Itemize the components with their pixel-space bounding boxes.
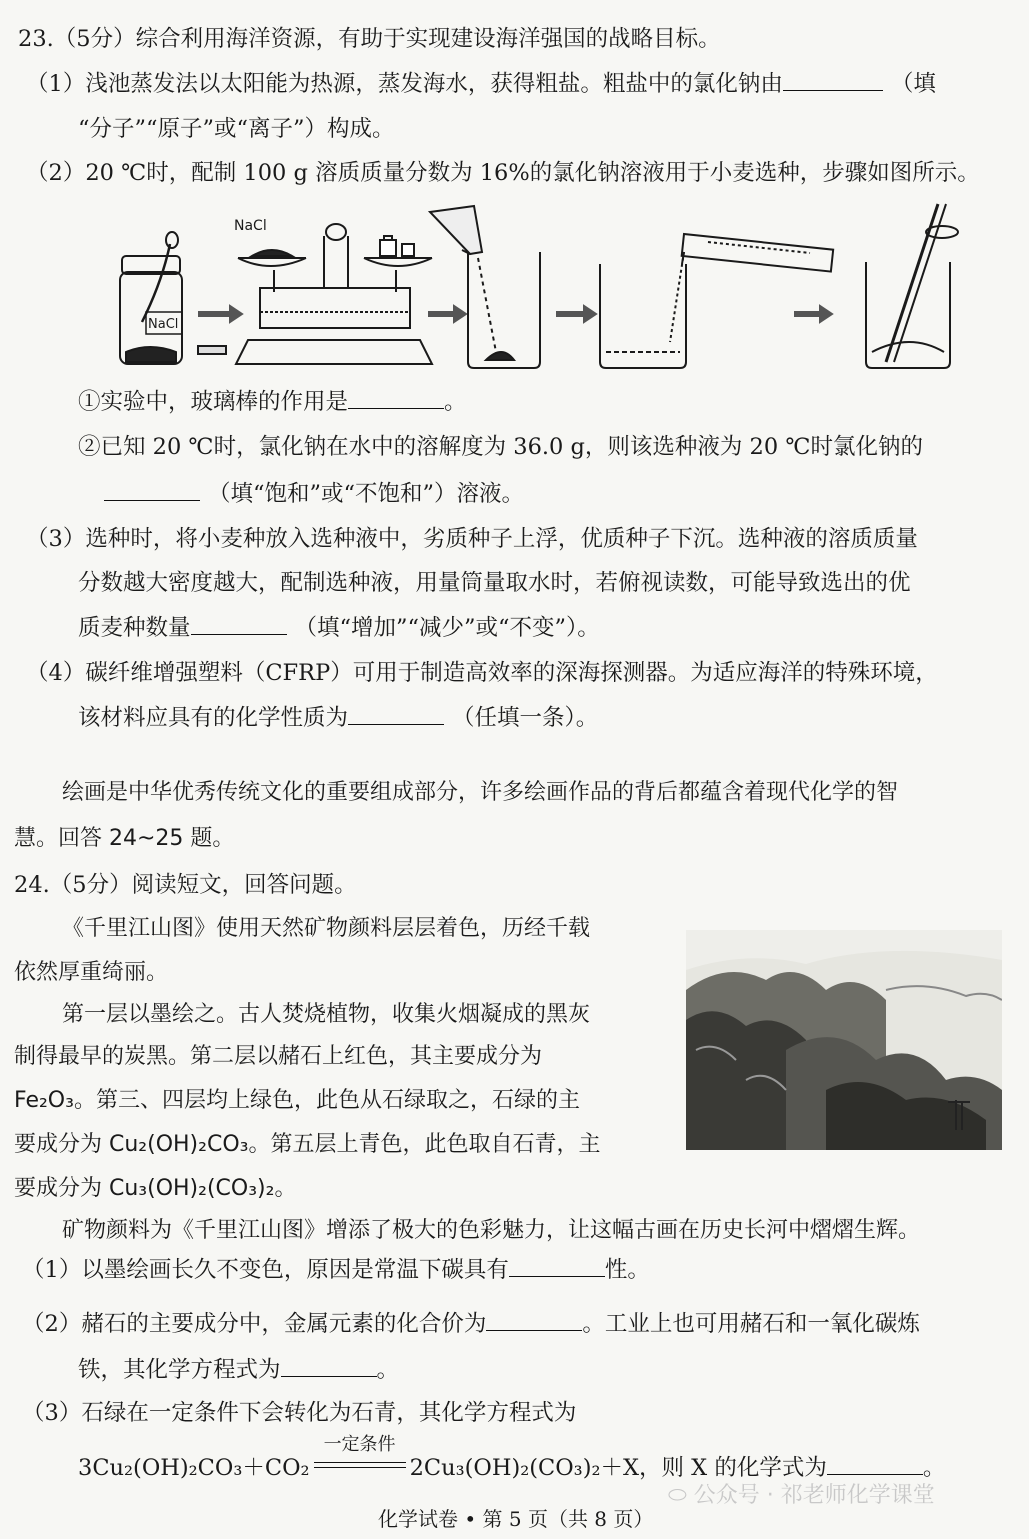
q24-part1	[22, 1254, 650, 1285]
q23-part4-post: （任填一条）。	[452, 705, 599, 731]
q23-part1-line2: “分子”“原子”或“离子”）构成。	[78, 116, 395, 142]
q24-reading-line7: 要成分为 Cu₃(OH)₂(CO₃)₂。	[14, 1176, 297, 1201]
q23-part3-line1: （3）选种时，将小麦种放入选种液中，劣质种子上浮，优质种子下沉。选种液的溶质质量	[26, 526, 918, 552]
q24-part2-blank1[interactable]	[486, 1308, 582, 1331]
fig-label-nacl-jar: NaCl	[148, 317, 179, 332]
equation-right: 2Cu₃(OH)₂(CO₃)₂＋X，则 X 的化学式为	[409, 1455, 827, 1481]
q24-part3-blank[interactable]	[827, 1452, 923, 1475]
q23-sub2-blank[interactable]	[104, 478, 200, 501]
balance-scale	[236, 224, 432, 364]
q24-part3-line1: （3）石绿在一定条件下会转化为石青，其化学方程式为	[22, 1400, 577, 1426]
q23-part1-fill: （填	[890, 71, 936, 97]
q24-part2-line2	[78, 1354, 399, 1385]
beaker-with-cylinder	[600, 234, 833, 368]
equation-end: 。	[922, 1455, 946, 1481]
q23-sub2-line1: ②已知 20 ℃时，氯化钠在水中的溶解度为 36.0 g，则该选种液为 20 ℃时氯化钠的	[78, 434, 924, 460]
q24-part2-line1	[22, 1308, 920, 1339]
q23-sub1	[78, 386, 467, 417]
q24-part1-text: （1）以墨绘画长久不变色，原因是常温下碳具有	[22, 1257, 509, 1283]
equation-left: 3Cu₂(OH)₂CO₃＋CO₂	[78, 1455, 310, 1481]
equation-line-top	[314, 1462, 406, 1463]
reagent-jar	[120, 256, 182, 364]
q24-part2-text: （2）赭石的主要成分中，金属元素的化合价为	[22, 1311, 487, 1337]
q24-part2-post: 。工业上也可用赭石和一氧化碳炼	[582, 1311, 920, 1337]
q24-reading-line1: 《千里江山图》使用天然矿物颜料层层着色，历经千载	[62, 916, 591, 941]
spoon-head	[166, 232, 178, 248]
q24-reading-line3: 第一层以墨绘之。古人焚烧植物，收集火烟凝成的黑灰	[62, 1002, 591, 1027]
q24-part2-line2-text: 铁，其化学方程式为	[78, 1357, 281, 1383]
jar-stopper	[198, 346, 226, 354]
q24-part1-blank[interactable]	[509, 1254, 605, 1277]
q24-stem: 24.（5分）阅读短文，回答问题。	[14, 872, 357, 898]
q24-reading-line4: 制得最早的炭黑。第二层以赭石上红色，其主要成分为	[14, 1044, 543, 1069]
q23-stem: 23.（5分）综合利用海洋资源，有助于实现建设海洋强国的战略目标。	[18, 26, 721, 52]
q23-sub2-text: （填“饱和”或“不饱和”）溶液。	[208, 481, 525, 507]
q23-part4-line2	[78, 702, 598, 733]
q23-part3-line3	[78, 612, 600, 643]
q24-part2-line2-end: 。	[376, 1357, 400, 1383]
wechat-icon: ⬭	[668, 1483, 687, 1508]
q24-reading-line8: 矿物颜料为《千里江山图》增添了极大的色彩魅力，让这幅古画在历史长河中熠熠生辉。	[62, 1218, 921, 1243]
page-footer: 化学试卷 • 第 5 页（共 8 页）	[378, 1507, 654, 1531]
beaker-with-paper	[430, 206, 540, 368]
q24-reading-line2: 依然厚重绮丽。	[14, 960, 169, 985]
q24-part1-end: 性。	[604, 1257, 650, 1283]
solution-preparation-figure	[110, 192, 970, 377]
watermark-text: 公众号 · 祁老师化学课堂	[693, 1483, 935, 1508]
q23-part3-pre: 质麦种数量	[78, 615, 191, 641]
watermark	[668, 1478, 935, 1509]
intro-line2: 慧。回答 24~25 题。	[14, 826, 235, 851]
q24-part2-blank2[interactable]	[281, 1354, 377, 1377]
equation-condition: 一定条件	[323, 1434, 396, 1455]
q24-reading-line6: 要成分为 Cu₂(OH)₂CO₃。第五层上青色，此色取自石青，主	[14, 1132, 601, 1157]
q23-part1-blank[interactable]	[783, 68, 883, 91]
q23-part4-blank[interactable]	[348, 702, 444, 725]
q24-reading-line5: Fe₂O₃。第三、四层均上绿色，此色从石绿取之，石绿的主	[14, 1088, 580, 1113]
painting-image	[686, 930, 1002, 1150]
q23-part4-pre: 该材料应具有的化学性质为	[78, 705, 349, 731]
q23-part4-line1: （4）碳纤维增强塑料（CFRP）可用于制造高效率的深海探测器。为适应海洋的特殊环境，	[26, 660, 938, 686]
intro-line1: 绘画是中华优秀传统文化的重要组成部分，许多绘画作品的背后都蕴含着现代化学的智	[62, 780, 899, 805]
q23-part1-text: （1）浅池蒸发法以太阳能为热源，蒸发海水，获得粗盐。粗盐中的氯化钠由	[26, 71, 783, 97]
q23-part1-line1	[26, 68, 936, 99]
q23-part3-post: （填“增加”“减少”或“不变”）。	[294, 615, 600, 641]
equation-line-bottom	[314, 1467, 406, 1468]
fig-label-nacl-top: NaCl	[234, 218, 267, 234]
q23-part3-line2: 分数越大密度越大，配制选种液，用量筒量取水时，若俯视读数，可能导致选出的优	[78, 570, 911, 596]
q23-sub1-blank[interactable]	[348, 386, 444, 409]
q23-part2-line1: （2）20 ℃时，配制 100 g 溶质质量分数为 16%的氯化钠溶液用于小麦选种，步骤如图所示。	[26, 160, 980, 186]
q23-part3-blank[interactable]	[191, 612, 287, 635]
beaker-with-glass-rod	[866, 204, 958, 368]
equation-condition-arrow	[314, 1434, 406, 1482]
q23-sub2-line2	[104, 478, 524, 509]
q23-sub1-end: 。	[444, 389, 467, 415]
q23-sub1-text: ①实验中，玻璃棒的作用是	[78, 389, 349, 415]
